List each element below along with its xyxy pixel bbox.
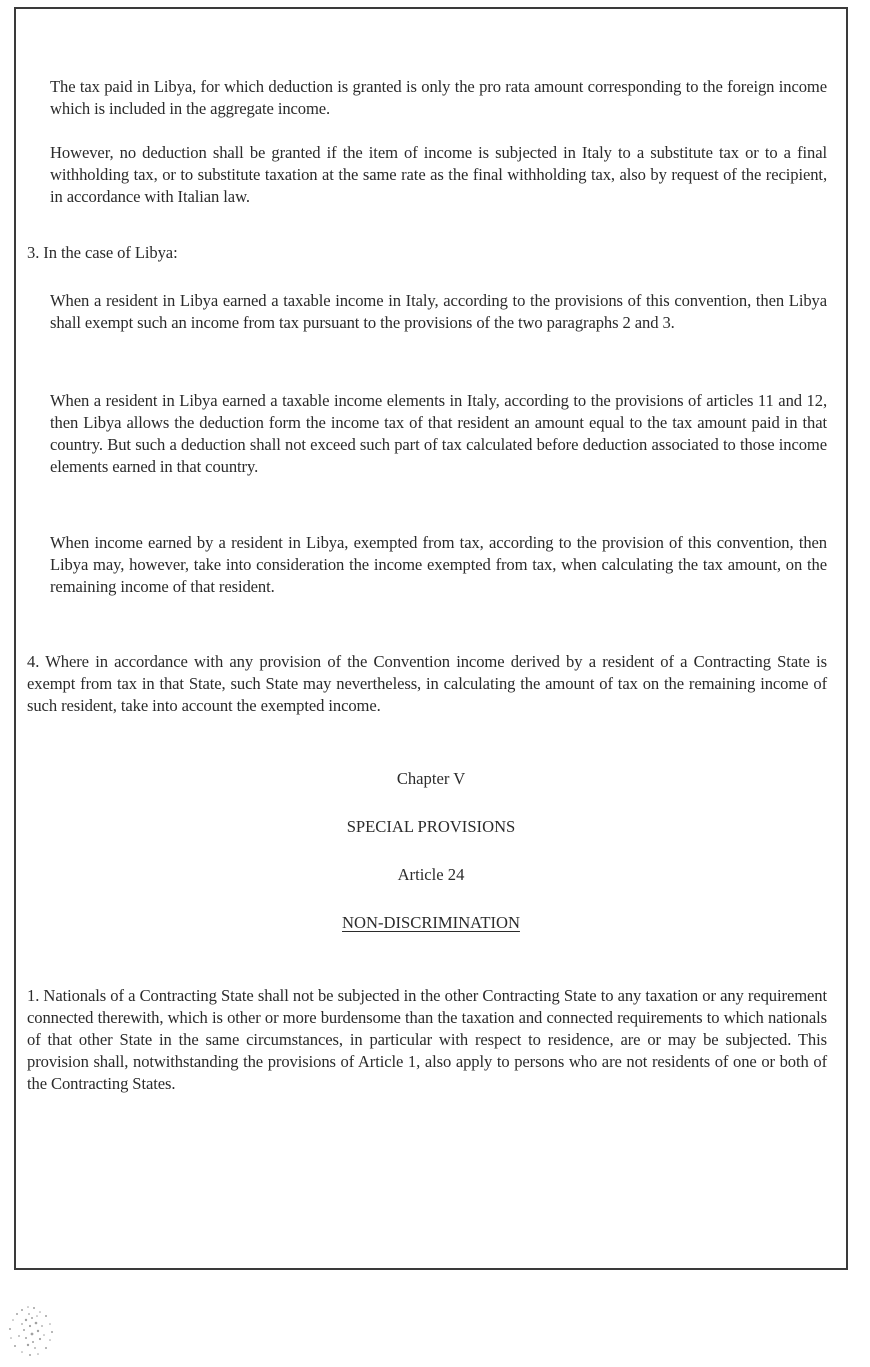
paragraph-libya-exempted-income: When income earned by a resident in Libya, exempted from tax, according to the provision of this convention, then Libya may, however, take into consideration the income exempted from tax, when calculating the tax amount, on the remaining income of that resident. — [50, 533, 827, 596]
paragraph-4-exempted-income: 4. Where in accordance with any provision of the Convention income derived by a resident of a Contracting State is exempt from tax in that State, such State may nevertheless, in calculating the amount of tax on the remaining income of such resident, take into account the exempted income. — [27, 652, 827, 715]
official-stamp-seal-icon — [2, 1298, 64, 1362]
paragraph-libya-deduction-articles: When a resident in Libya earned a taxable income elements in Italy, according to the provisions of articles 11 and 12, then Libya allows the deduction form the income tax of that resident an amount equal to the tax amount paid in that country. But such a deduction shall not exceed such part of tax calculated before deduction associated to those income elements earned in that country. — [50, 391, 827, 476]
chapter-title-heading: SPECIAL PROVISIONS — [346, 817, 516, 836]
paragraph-no-deduction-exception: However, no deduction shall be granted if the item of income is subjected in Italy to a substitute tax or to a final withholding tax, or to substitute taxation at the same rate as the final withholding tax, also by request of the recipient, in accordance with Italian law. — [50, 143, 827, 206]
article-number-heading: Article 24 — [397, 865, 465, 884]
paragraph-libya-exemption: When a resident in Libya earned a taxable income in Italy, according to the provisions of this convention, then Libya shall exempt such an income from tax pursuant to the provisions of the two paragraphs 2 and 3. — [50, 291, 827, 332]
chapter-number-heading: Chapter V — [396, 769, 466, 788]
article-title-heading: NON-DISCRIMINATION — [342, 913, 520, 932]
article-24-paragraph-1: 1. Nationals of a Contracting State shall not be subjected in the other Contracting State to any taxation or any requirement connected therewith, which is other or more burdensome than the taxation and connected requirements to which nationals of that other State in the same circumstances, in particular with respect to residence, are or may be subjected. This provision shall, notwithstanding the provisions of Article 1, also apply to persons who are not residents of one or both of the Contracting States. — [27, 986, 827, 1093]
paragraph-case-of-libya-heading: 3. In the case of Libya: — [27, 243, 178, 262]
paragraph-pro-rata-deduction: The tax paid in Libya, for which deduction is granted is only the pro rata amount corresponding to the foreign income which is included in the aggregate income. — [50, 77, 827, 118]
